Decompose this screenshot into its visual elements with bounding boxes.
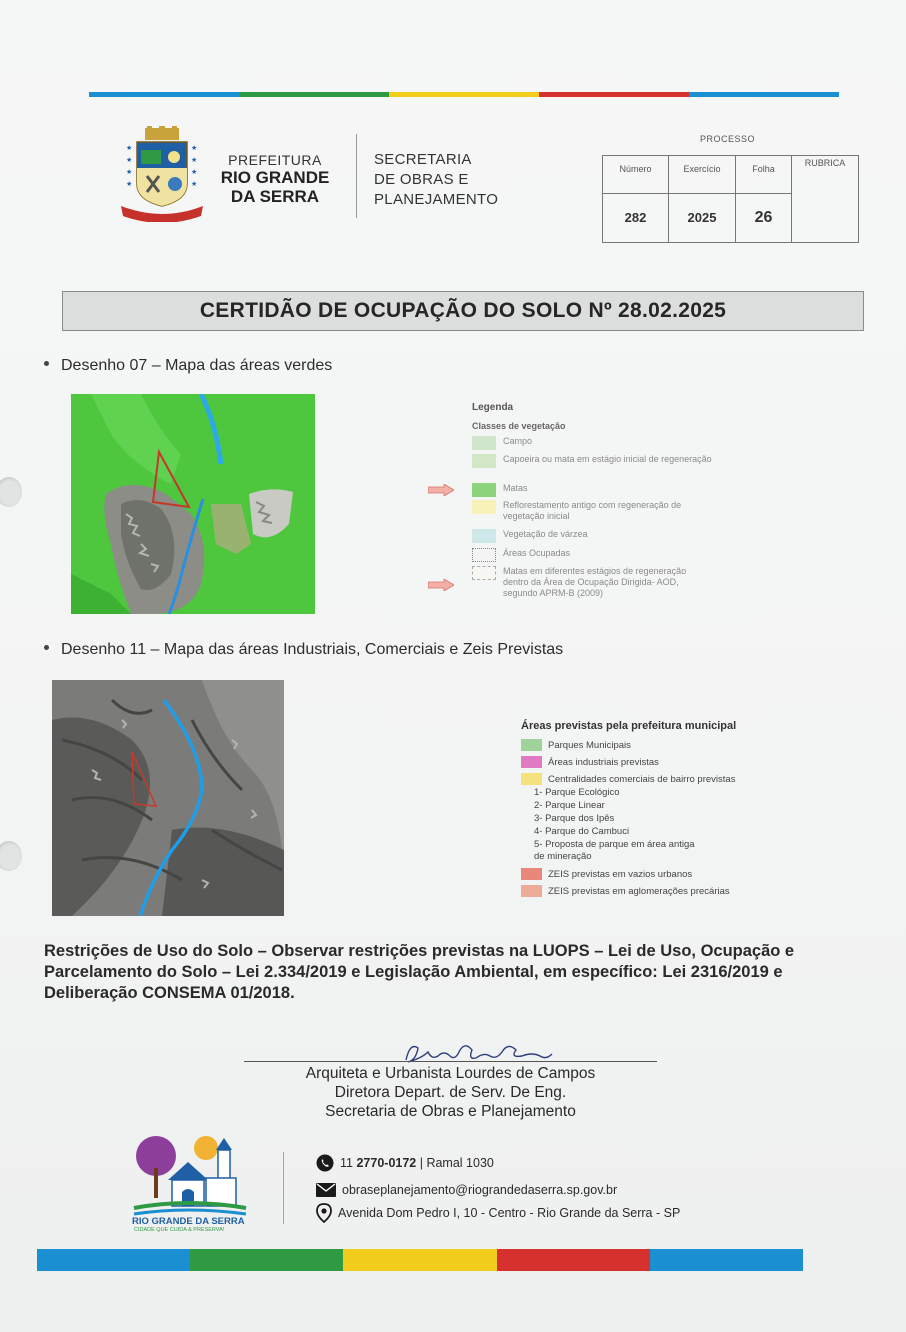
signatory-department: Secretaria de Obras e Planejamento [325,1103,576,1120]
legend-label: Áreas Ocupadas [503,548,571,558]
email-address: obraseplanejamento@riograndedaserra.sp.gov.br [342,1183,618,1197]
logo-name: RIO GRANDE DA SERRA [132,1216,245,1227]
top-color-stripe [89,92,839,97]
bullet-dot [44,361,49,366]
location-pin-icon [316,1203,332,1223]
arrow-right-icon [428,484,454,496]
vegetation-legend [472,402,732,598]
legend-label: Parques Municipais [548,739,631,751]
municipal-crest-icon [119,126,205,222]
prefeitura-label: PREFEITURA [228,152,322,168]
park-item: 1- Parque Ecológico [534,787,620,798]
contact-phone [316,1154,494,1172]
exercicio-header: Exercício [669,156,736,194]
document-title-text: CERTIDÃO DE OCUPAÇÃO DO SOLO Nº 28.02.2025 [199,299,727,322]
green-areas-map-image [71,394,315,614]
document-title [62,291,864,331]
arrow-right-icon [428,579,454,591]
folha-header: Folha [736,156,792,194]
header-divider [356,134,357,218]
svg-text:★: ★ [191,145,198,152]
park-item: 2- Parque Linear [534,800,605,811]
industrial-areas-map-image [52,680,284,916]
secretaria-line3: PLANEJAMENTO [374,191,499,208]
legend-swatch [521,773,542,785]
rubrica-cell [792,156,859,243]
legend-item [472,436,713,450]
legend-swatch [521,739,542,751]
legend-swatch [472,454,496,468]
legend-swatch [472,483,496,497]
contact-email [316,1183,617,1197]
processo-table [602,155,859,243]
legend-item [472,529,713,543]
legend2-item [521,773,735,785]
legend-swatch [521,868,542,880]
park-item: de mineração [534,851,592,862]
bottom-color-stripe [37,1249,803,1271]
svg-text:★: ★ [191,169,198,176]
legend-item [472,548,713,562]
prefeitura-areas-legend [521,720,781,897]
legend-swatch [472,500,496,514]
phone-number: 2770-0172 [356,1156,417,1170]
legend2-item [521,739,631,751]
legend-label: Vegetação de várzea [503,529,588,539]
legend2-item [521,756,659,768]
legend-item [472,483,713,497]
legend-label: Capoeira ou mata em estágio inicial de regeneração [503,454,712,464]
legend-label: Campo [503,436,533,446]
park-item: 4- Parque do Cambuci [534,826,630,837]
desenho07-caption [44,357,332,375]
legend-swatch [472,436,496,450]
contact-address [316,1203,680,1223]
phone-prefix: 11 [340,1156,353,1170]
legend-swatch [521,885,542,897]
legend-label: Reflorestamento antigo com regeneração de vegetação inicial [503,500,682,521]
desenho11-caption [44,641,563,659]
logo-slogan: CIDADE QUE CUIDA & PRESERVA! [134,1227,225,1232]
envelope-icon [316,1183,336,1197]
park-item: 3- Parque dos Ipês [534,813,615,824]
binder-hole [0,841,22,871]
signatory-role: Diretora Depart. de Serv. De Eng. [334,1084,567,1101]
footer-divider [283,1152,284,1224]
legend2-title: Áreas previstas pela prefeitura municipal [521,720,737,732]
legend-item [472,454,713,468]
legend-title: Legenda [472,402,514,413]
park-item: 5- Proposta de parque em área antiga [534,839,695,850]
signatory-block [244,1064,657,1121]
svg-text:★: ★ [126,157,133,164]
city-name-line2: DA SERRA [230,187,320,206]
phone-ramal: | Ramal 1030 [419,1156,494,1170]
processo-label: PROCESSO [700,134,756,144]
secretaria-name [374,150,498,210]
svg-text:★: ★ [126,145,133,152]
bullet-dot [44,645,49,650]
prefeitura-name [210,152,340,206]
legend-swatch [472,566,496,580]
legend-item [472,566,713,599]
legend-item [472,500,713,522]
whatsapp-icon [316,1154,334,1172]
legend-label: Matas [503,483,528,493]
legend-subtitle: Classes de vegetação [472,421,566,431]
folha-value: 26 [736,193,792,242]
binder-hole [0,477,22,507]
secretaria-line2: DE OBRAS E [374,171,469,188]
rubrica-label: RUBRICA [804,158,846,168]
signature-line [244,1061,657,1062]
legend2-item [521,885,730,897]
svg-text:★: ★ [126,181,133,188]
legend-label: Centralidades comerciais de bairro previstas [548,773,736,785]
legend-swatch [521,756,542,768]
city-logo-icon [128,1128,252,1232]
numero-header: Número [603,156,669,194]
exercicio-value: 2025 [669,193,736,242]
numero-value: 282 [603,193,669,242]
legend-swatch [472,529,496,543]
desenho07-caption-text: Desenho 07 – Mapa das áreas verdes [61,357,333,374]
land-use-restrictions: Restrições de Uso do Solo – Observar restrições previstas na LUOPS – Lei de Uso, Ocupação e Parcelamento do Solo – Lei 2.334/2019 e Legislação Ambiental, em específico: Lei 2316/2019 e Deliberação CONSEMA 01/2018. [44,942,795,1002]
legend-label: ZEIS previstas em aglomerações precárias [548,885,730,897]
desenho11-caption-text: Desenho 11 – Mapa das áreas Industriais, Comerciais e Zeis Previstas [61,641,564,658]
legend-swatch [472,548,496,562]
legend-label: ZEIS previstas em vazios urbanos [548,868,693,880]
svg-text:★: ★ [191,181,198,188]
svg-text:★: ★ [191,157,198,164]
secretaria-line1: SECRETARIA [374,151,472,168]
legend2-item [521,868,692,880]
legend-label: Matas em diferentes estágios de regeneração dentro da Área de Ocupação Dirigida- AOD, segundo APRM-B (2009) [503,566,687,598]
svg-text:★: ★ [126,169,133,176]
signatory-name: Arquiteta e Urbanista Lourdes de Campos [305,1065,596,1082]
city-name-line1: RIO GRANDE [220,168,330,187]
street-address: Avenida Dom Pedro I, 10 - Centro - Rio Grande da Serra - SP [338,1206,681,1220]
legend-label: Áreas industriais previstas [548,756,659,768]
